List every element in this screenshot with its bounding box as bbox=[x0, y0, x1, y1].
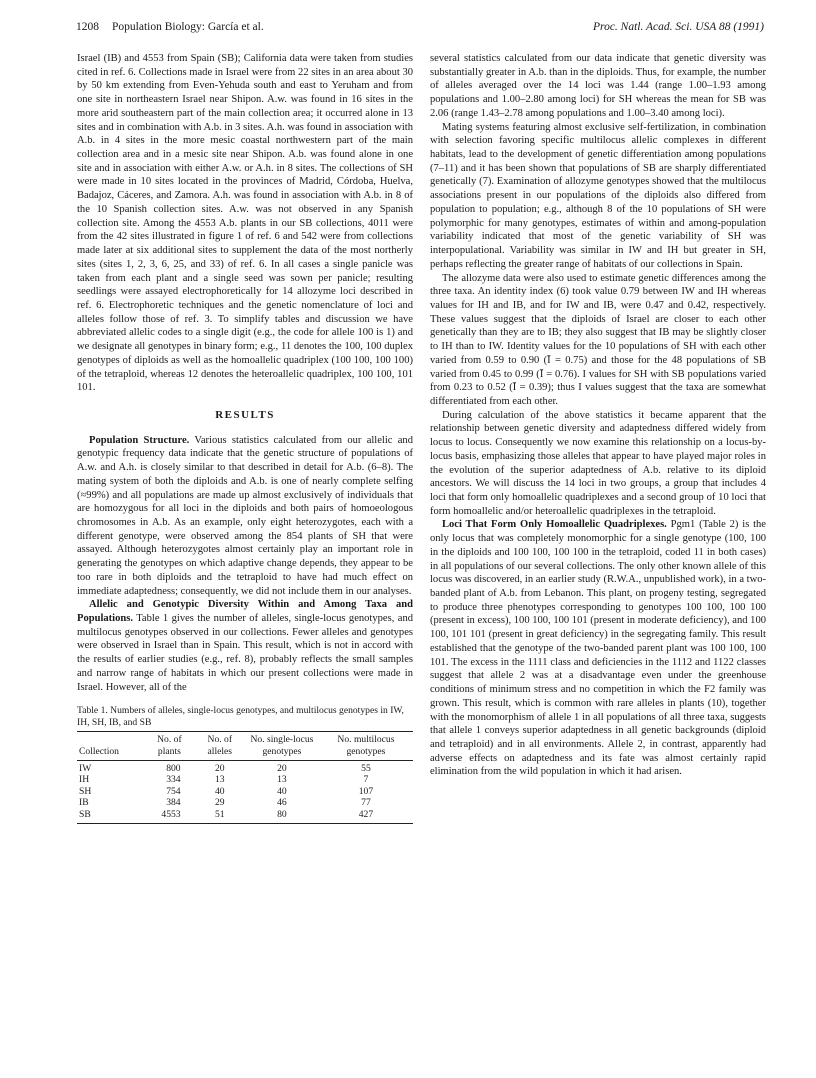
cell-single-locus: 40 bbox=[277, 785, 287, 797]
cell-multilocus: 107 bbox=[358, 785, 374, 797]
left-column bbox=[77, 52, 413, 824]
table-1 bbox=[77, 731, 413, 823]
cell-alleles: 20 bbox=[214, 762, 225, 774]
col-header-plants: No. of plants bbox=[144, 732, 194, 760]
cell-plants: 754 bbox=[166, 785, 181, 797]
diversity-heading: Allelic and Genotypic Diversity Within and Among Taxa and Populations. bbox=[77, 599, 413, 625]
cell-collection: IB bbox=[79, 797, 89, 809]
cell-collection: IW bbox=[79, 762, 92, 774]
population-structure-heading: Population Structure. bbox=[89, 434, 190, 446]
col-header-multilocus: No. multilocus genotypes bbox=[319, 732, 413, 760]
allele-average-paragraph: several statistics calculated from our data indicate that genetic diversity was substantially greater in A.b. than in the diploids. Thus, for example, the number of alleles averaged over the 14 loci was 1.44 (range 1.00–1.93 among populations and 1.00–2.80 among loci) for SH whereas the mean for SB was 2.06 (range 1.43–2.78 among populations and 1.00–3.40 among loci). bbox=[430, 53, 766, 119]
table-1-caption: Table 1. Numbers of alleles, single-locus genotypes, and multilocus genotypes in IW, IH, SH, IB, and SB bbox=[77, 705, 404, 729]
table-header-row bbox=[77, 732, 413, 760]
population-structure-paragraph bbox=[77, 434, 413, 599]
diversity-paragraph bbox=[77, 598, 413, 694]
methods-paragraph: Israel (IB) and 4553 from Spain (SB); California data were taken from studies cited in ref. 6. Collections made in Israel were from 22 sites in an area about 30 by 50 km extending from Even-Yehuda south and east to Yeruham and from one site in northeastern Israel near Shipon. A.w. was found in 16 sites in the more arid southeastern part of the main collection area; it occurred alone in 13 sites and in combination with A.b. in 3 sites. A.h. was found in association with A.b. in 4 sites in the more mesic coastal northwestern part of the main collection area and in a mesic site near Shipon. A.b. was found alone in one site and in association with either A.w. or A.h. in 8 sites. The collections of SH were made in 10 sites located in the provinces of Madrid, Córdoba, Huelva, Badajoz, Cáceres, and Zamora. A.h. was found in association with A.b. in 8 of the 10 Spanish collection sites. A.w. was not observed in any Spanish collection site. Among the 4553 A.b. plants in our SB collections, 4011 were from the 42 sites illustrated in figure 1 of ref. 6 and 542 were from collections made later at six additional sites to supplement the data of the most northerly sites (sites 1, 2, 3, 6, 25, and 33) of ref. 6. In all cases a single panicle was taken from each plant and a single seed was sown per panicle; resulting seedlings were assayed electrophoretically for 14 allozyme loci described in ref. 6. Electrophoretic techniques and the genetic nomenclature of loci and alleles follow those of ref. 3. To simplify tables and discussion we have abbreviated allelic codes to a single digit (e.g., the code for allele 100 is 1) and we designate all genotypes in binary form; e.g., 11 denotes the 100, 100 duplex genotypes of diploids as well as the homoallelic quadriplex (100 100, 100 100) of the tetraploid, whereas 12 denotes the heteroallelic quadriplex, 100 100, 101 101. bbox=[77, 53, 413, 394]
table-row bbox=[77, 774, 413, 786]
mating-systems-paragraph: Mating systems featuring almost exclusive self-fertilization, in combination with selection favoring specific multilocus allelic complexes in different habitats, lead to the development of genetic differentiation among populations (7–11) and it has been shown that populations of SB are sharply differentiated genetically (7). Examination of allozyme genotypes showed that the multilocus associations present in our populations of the diploids also differed from population to population; e.g., although 8 of the 10 populations of SH were polymorphic for many genotypes, estimates of within and among-population variability indicated that most of the genetic variability of SH was interpopulational. Variability was similar in IW and IH but greater in SH, perhaps reflecting the greater range of habitats of our collections in Spain. bbox=[430, 121, 766, 270]
cell-plants: 800 bbox=[166, 762, 181, 774]
cell-alleles: 51 bbox=[195, 809, 245, 823]
cell-collection: IH bbox=[79, 774, 90, 786]
cell-multilocus: 427 bbox=[319, 809, 413, 823]
cell-collection: SH bbox=[79, 785, 92, 797]
homoallelic-loci-heading: Loci That Form Only Homoallelic Quadriplexes. bbox=[442, 519, 667, 531]
table-row bbox=[77, 760, 413, 774]
page-number: 1208 bbox=[76, 21, 99, 33]
cell-multilocus: 55 bbox=[361, 762, 371, 774]
cell-plants: 334 bbox=[166, 774, 181, 786]
population-structure-text: Various statistics calculated from our allelic and genotypic frequency data indicate that the genetic structure of populations of A.w. and A.h. is closely similar to that described in detail for A.b. (6–8). The mating system of both the diploids and A.b. is one of nearly complete selfing (≈99%) and all populations are made up almost exclusively of individuals that are homozygous for all loci in the diploids and both pairs of homoeologous chromosomes in A.b. As an example, only eight heterozygotes, each with a different genotype, were observed among the 854 plants of SH that were assayed. Although heterozygotes almost certainly play an important role in generating the genotypes on which adaptive change depends, they appear to be too rare in both diploids and the tetraploid to have had much effect on immediate adaptedness; consequently, we did not include them in our analyses. bbox=[77, 434, 413, 597]
cell-multilocus: 77 bbox=[361, 797, 371, 809]
cell-alleles: 40 bbox=[214, 785, 225, 797]
cell-alleles: 29 bbox=[214, 797, 225, 809]
page-header bbox=[76, 21, 764, 41]
results-heading: RESULTS bbox=[215, 408, 275, 421]
table-row bbox=[77, 786, 413, 798]
cell-collection: SB bbox=[77, 809, 144, 823]
cell-single-locus: 80 bbox=[245, 809, 319, 823]
cell-single-locus: 20 bbox=[277, 762, 287, 774]
running-title: Population Biology: García et al. bbox=[112, 21, 264, 33]
col-header-alleles: No. of alleles bbox=[195, 732, 245, 760]
homoallelic-loci-paragraph bbox=[430, 518, 766, 779]
cell-single-locus: 46 bbox=[277, 797, 287, 809]
table-row bbox=[77, 809, 413, 823]
locus-by-locus-paragraph: During calculation of the above statistics it became apparent that the relationship between genetic diversity and adaptedness differed widely from locus to locus. Consequently we now examine this relationship on a locus-by-locus basis, emphasizing those alleles that appear to have played major roles in the evolution of the superior adaptedness of A.b. relative to its diploid ancestors. We will discuss the 14 loci in two groups, a group that includes 4 loci that form only homoallelic quadriplexes and a second group of 10 loci that form homoallelic and/or heteroallelic quadriplexes in the tetraploid. bbox=[430, 409, 766, 517]
cell-plants: 384 bbox=[166, 797, 181, 809]
table-row bbox=[77, 797, 413, 809]
col-header-collection: Collection bbox=[77, 732, 144, 760]
journal-citation: Proc. Natl. Acad. Sci. USA 88 (1991) bbox=[593, 21, 764, 33]
col-header-single-locus: No. single-locus genotypes bbox=[245, 732, 319, 760]
identity-index-paragraph: The allozyme data were also used to estimate genetic differences among the three taxa. An identity index (6) took value 0.79 between IW and IH whereas values for IH and IB, and for IW and IB, were 0.47 and 0.42, respectively. These values suggest that the diploids of Israel are closer to each other genetically than they are to IB; they also suggest that IB may be slightly closer to IH than to IW. Identity values for the 10 populations of SH with each other varied from 0.59 to 0.90 (Ī = 0.75) and those for the 48 populations of SB varied from 0.45 to 0.99 (Ī = 0.76). I values for SH with SB populations varied from 0.23 to 0.52 (Ī = 0.39); thus I values suggest that the taxa are somewhat differentiated from each other. bbox=[430, 272, 766, 407]
cell-single-locus: 13 bbox=[277, 774, 287, 786]
diversity-text: Table 1 gives the number of alleles, single-locus genotypes, and multilocus genotypes observed in our collections. Fewer alleles and genotypes were observed in Israel than in Spain. This result, which is not in accord with the results of earlier studies (e.g., ref. 8), probably reflects the small samples and narrow range of habitats in which our present collections were made in Israel. However, all of the bbox=[77, 613, 413, 693]
cell-plants: 4553 bbox=[144, 809, 194, 823]
cell-alleles: 13 bbox=[214, 774, 225, 786]
right-column bbox=[430, 52, 766, 779]
cell-multilocus: 7 bbox=[363, 774, 369, 786]
homoallelic-loci-text: Pgm1 (Table 2) is the only locus that was completely monomorphic for a single genotype (100, 100 in the diploids and 100 100, 100 100 in the tetraploid, coded 11 in both cases) in all populations of our several collections. The only other known allele of this locus was discovered, in an earlier study (R.W.A., unpublished work), in a two-banded plant of A.b. from Lebanon. This plant, on progeny testing, segregated to produce three phenotypes corresponding to genotypes 100 100, 100 100 (present in excess), 100 100, 100 101 (present in moderate deficiency), and 100 100, 101 101 (present in great deficiency) in the segregating family. This result established that the genotype of the two-banded parent plant was 100 100, 100 101. The excess in the 1111 class and deficiencies in the 1112 and 1122 classes suggest that allele 2 was at a disadvantage even under the greenhouse conditions of minimum stress and no competition in which the F2 family was grown. This result, which is common with rare alleles in plants (10), together with the monomorphism of allele 1 in all populations of all three taxa, suggests that allele 1 conveys superior adaptedness in all genetic backgrounds (diploid and tetraploid) and in all environments. Allele 2, in contrast, apparently had adverse effects on adaptedness and its fate was almost certainly rapid elimination from the wild population in which it had arisen. bbox=[430, 519, 766, 778]
